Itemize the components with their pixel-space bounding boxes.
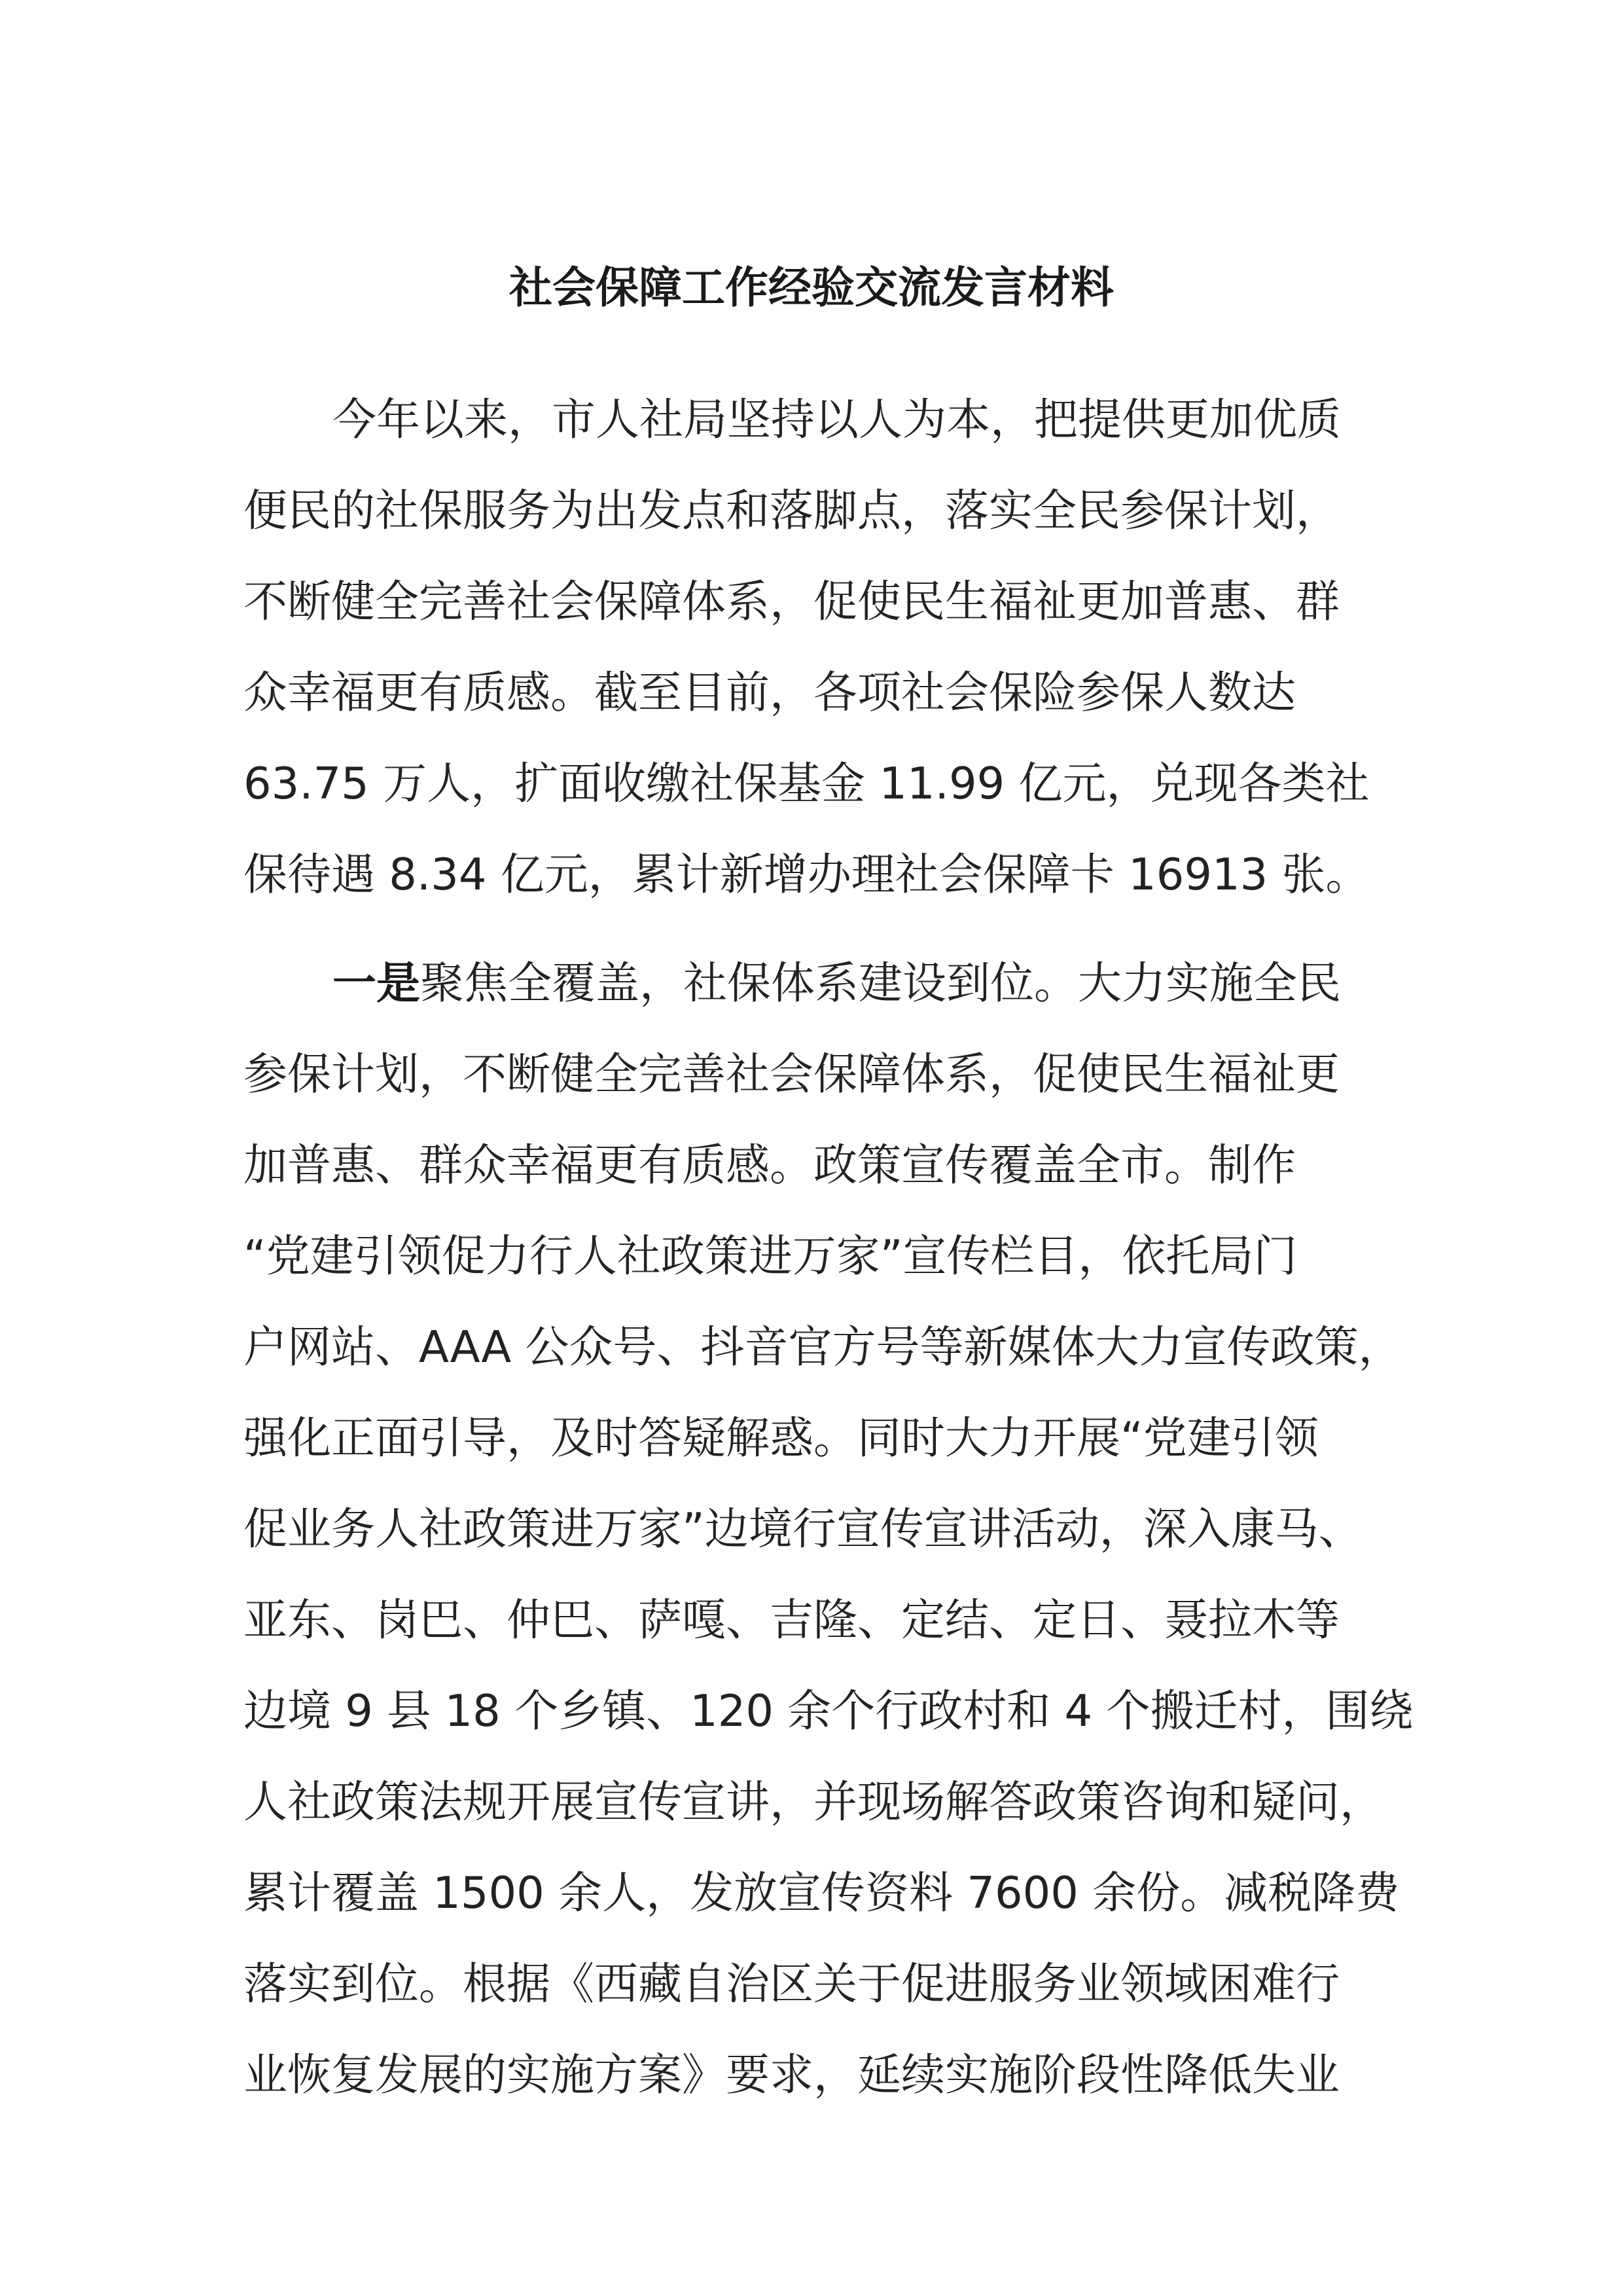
paragraph-coverage: [243, 938, 1414, 2121]
paragraph-first-line: [243, 938, 1408, 1029]
paragraph-line: 参保计划，不断健全完善社会保障体系，促使民生福祉更: [243, 1049, 1340, 1100]
paragraph-line: 业恢复发展的实施方案》要求，延续实施阶段性降低失业: [243, 2049, 1340, 2100]
paragraph-line: “党建引领促力行人社政策进万家”宣传栏目，依托局门: [243, 1230, 1298, 1282]
paragraph-line: 保待遇 8.34 亿元，累计新增办理社会保障卡 16913 张。: [243, 849, 1370, 900]
paragraph-line: 促业务人社政策进万家”边境行宣传宣讲活动，深入康马、: [243, 1503, 1363, 1554]
paragraph-line: 众幸福更有质感。截至目前，各项社会保险参保人数达: [243, 667, 1296, 718]
paragraph-lead-label: 一是: [332, 958, 420, 1009]
paragraph-intro: [243, 374, 1408, 920]
paragraph-line: 今年以来，市人社局坚持以人为本，把提供更加优质: [332, 394, 1341, 445]
paragraph-line: 边境 9 县 18 个乡镇、120 余个行政村和 4 个搬迁村，围绕: [243, 1685, 1414, 1736]
paragraph-line: 累计覆盖 1500 余人，发放宣传资料 7600 余份。减税降费: [243, 1867, 1400, 1918]
paragraph-line: 63.75 万人，扩面收缴社保基金 11.99 亿元，兑现各类社: [243, 758, 1370, 809]
paragraph-line: 落实到位。根据《西藏自治区关于促进服务业领域困难行: [243, 1958, 1340, 2009]
paragraph-line: 亚东、岗巴、仲巴、萨嘎、吉隆、定结、定日、聂拉木等: [243, 1594, 1340, 1645]
document-title: 社会保障工作经验交流发言材料: [509, 262, 1114, 313]
paragraph-line: 不断健全完善社会保障体系，促使民生福祉更加普惠、群: [243, 576, 1340, 627]
paragraph-line: 加普惠、群众幸福更有质感。政策宣传覆盖全市。制作: [243, 1139, 1296, 1191]
paragraph-line: 便民的社保服务为出发点和落脚点，落实全民参保计划，: [243, 485, 1340, 536]
paragraph-first-line-text: 聚焦全覆盖，社保体系建设到位。大力实施全民: [420, 958, 1341, 1009]
paragraph-line: 户网站、AAA 公众号、抖音官方号等新媒体大力宣传政策，: [243, 1321, 1402, 1372]
paragraph-line: 强化正面引导，及时答疑解惑。同时大力开展“党建引领: [243, 1412, 1319, 1463]
paragraph-line: 人社政策法规开展宣传宣讲，并现场解答政策咨询和疑问，: [243, 1776, 1383, 1827]
